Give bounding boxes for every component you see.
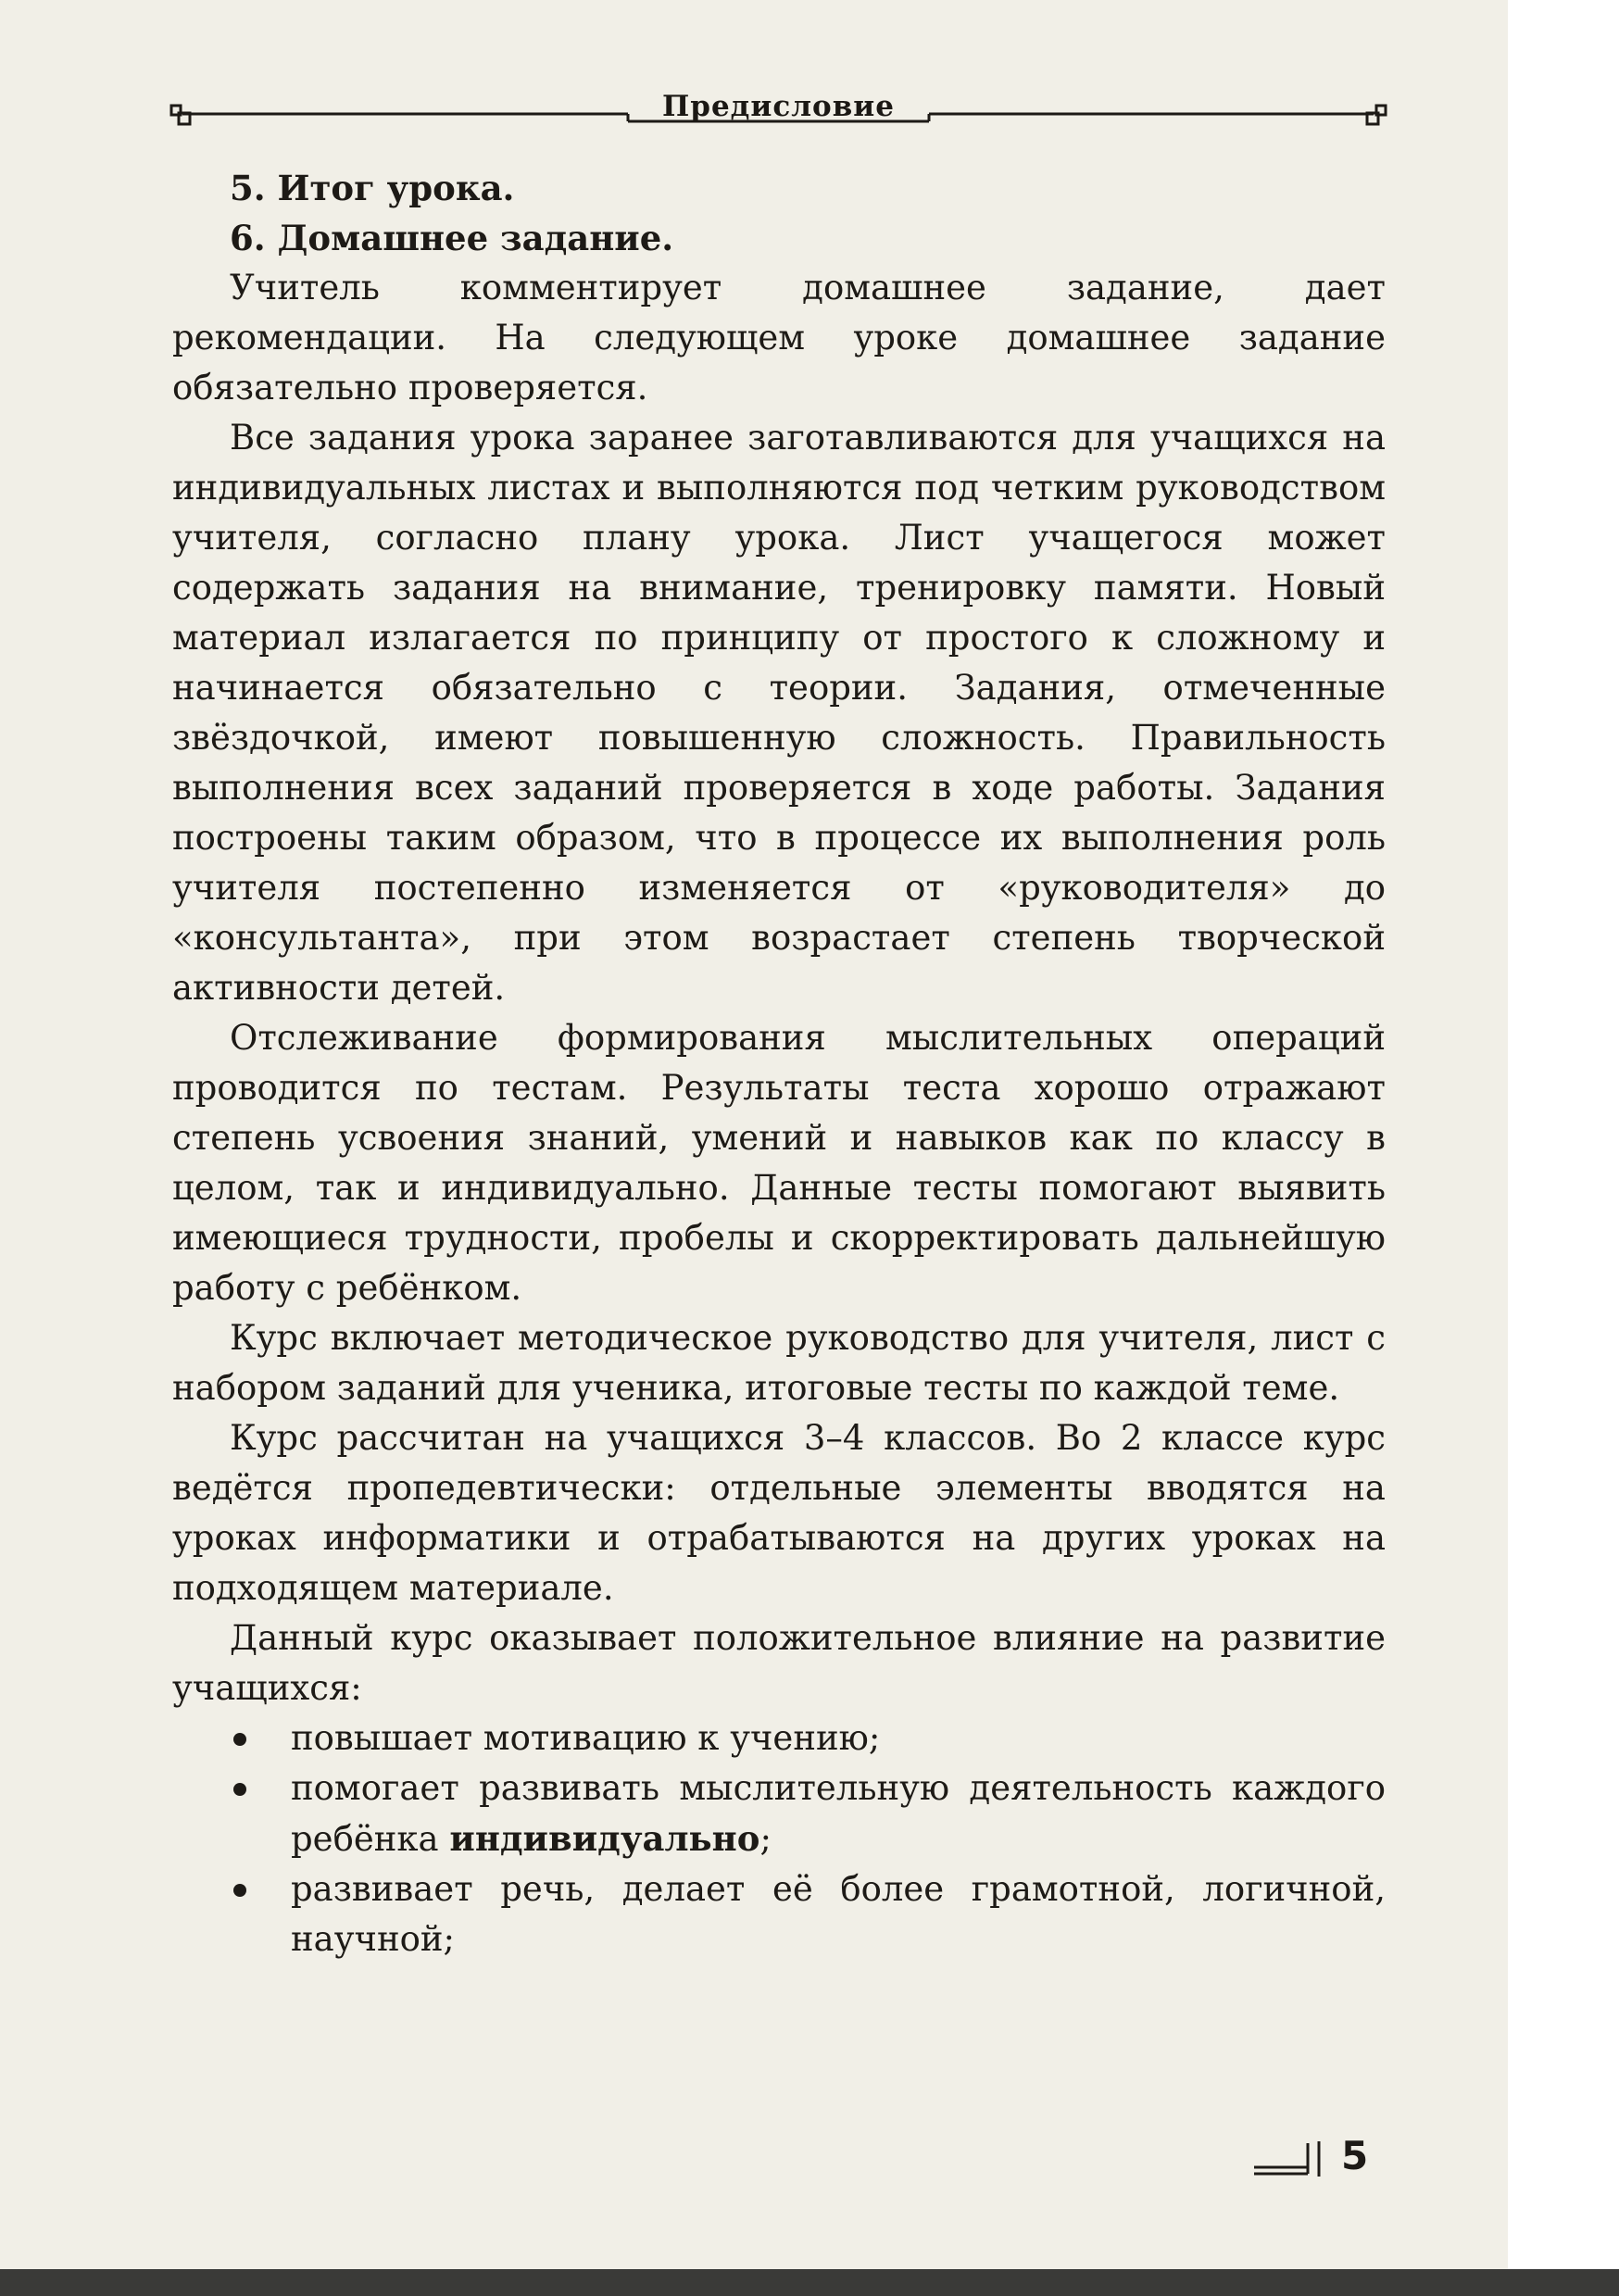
list-item-text: развивает речь, делает её более грамотной, логичной, научной; xyxy=(291,1869,1386,1959)
bullet-icon xyxy=(233,1783,246,1796)
paragraph-tests: Отслеживание формирования мыслительных операций проводится по тестам. Результаты теста хорошо отражают степень усвоения знаний, умений и навыков как по классу в целом, так и индивидуально. Данные тесты помогают выявить имеющиеся трудности, пробелы и скорректировать дальнейшую работу с ребёнком. xyxy=(172,1018,1386,1308)
list-item xyxy=(172,1763,1386,1864)
list-item-emphasis: индивидуально xyxy=(449,1818,760,1859)
list-item xyxy=(172,1864,1386,1964)
list-item xyxy=(172,1713,1386,1763)
header-title: Предисловие xyxy=(662,90,895,123)
page-footer xyxy=(1247,2130,1386,2186)
scan-margin xyxy=(1508,0,1619,2269)
benefits-list xyxy=(172,1713,1386,1964)
paragraph-tasks: Все задания урока заранее заготавливаются для учащихся на индивидуальных листах и выполняются под четким руководством учителя, согласно плану урока. Лист учащегося может содержать задания на внимание, тренировку памяти. Новый материал излагается по принципу от простого к сложному и начинается обязательно с теории. Задания, отмеченные звёздочкой, имеют повышенную сложность. Правильность выполнения всех заданий проверяется в ходе работы. Задания построены таким образом, что в процессе их выполнения роль учителя постепенно изменяется от «руководителя» до «консультанта», при этом возрастает степень творческой активности детей. xyxy=(172,418,1386,1008)
bullet-icon xyxy=(233,1733,246,1746)
list-item-text: помогает развивать мыслительную деятельность каждого ребёнка xyxy=(291,1768,1386,1859)
paragraph-homework: Учитель комментирует домашнее задание, дает рекомендации. На следующем уроке домашнее задание обязательно проверяется. xyxy=(172,268,1386,408)
bullet-icon xyxy=(233,1884,246,1897)
footer-ornament xyxy=(1247,2130,1339,2186)
paragraph-course-influence: Данный курс оказывает положительное влияние на развитие учащихся: xyxy=(172,1618,1386,1708)
scan-edge xyxy=(0,2269,1619,2296)
paragraph-course-grades: Курс рассчитан на учащихся 3–4 классов. Во 2 классе курс ведётся пропедевтически: отдельные элементы вводятся на уроках информатики и отрабатываются на других уроках на подходящем материале. xyxy=(172,1418,1386,1608)
paragraph-course-contents: Курс включает методическое руководство для учителя, лист с набором заданий для ученика, итоговые тесты по каждой теме. xyxy=(172,1318,1386,1408)
heading-homework: 6. Домашнее задание. xyxy=(230,218,674,258)
page-number: 5 xyxy=(1341,2133,1369,2178)
list-item-text: повышает мотивацию к учению; xyxy=(291,1718,881,1758)
heading-lesson-summary: 5. Итог урока. xyxy=(230,168,515,208)
list-item-punctuation: ; xyxy=(759,1819,772,1859)
page-content xyxy=(172,163,1386,1964)
running-header xyxy=(169,89,1387,135)
